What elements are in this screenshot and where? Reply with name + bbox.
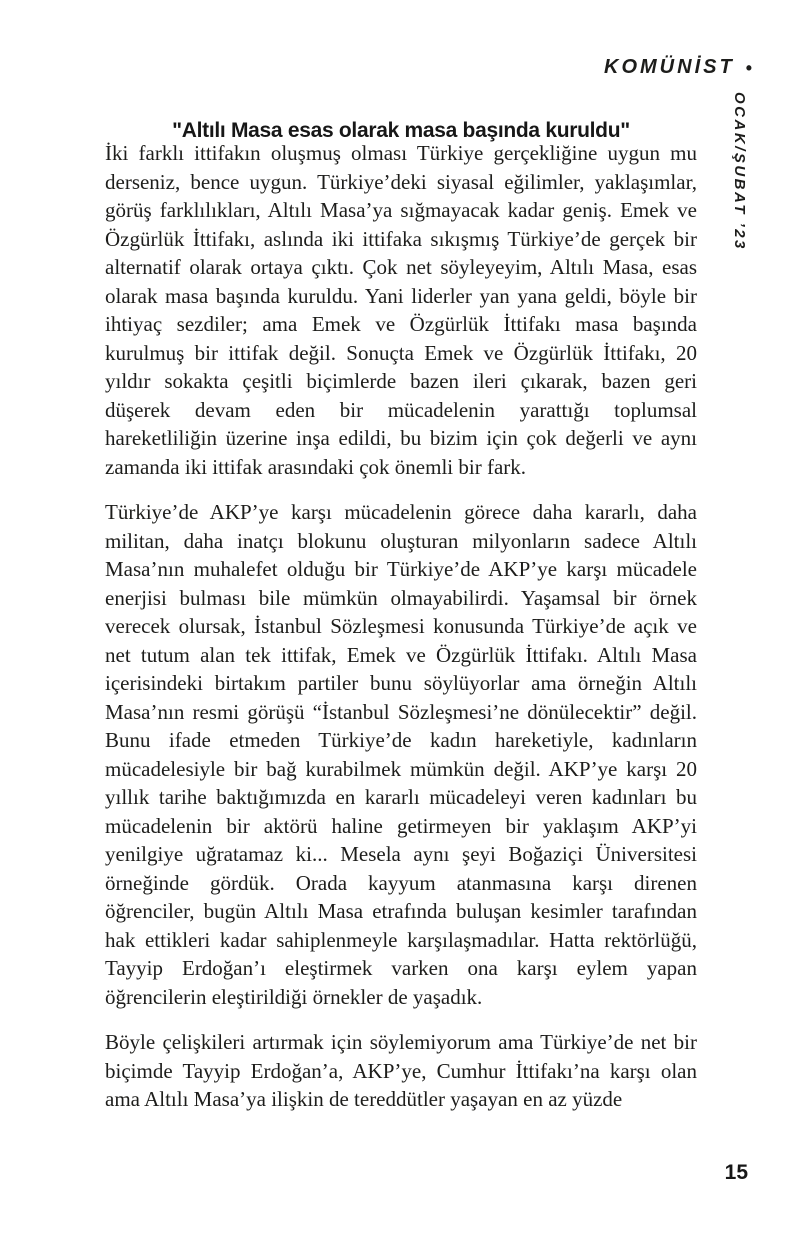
magazine-title: KOMÜNİST [604,56,735,78]
issue-date: OCAK/ŞUBAT ’23 [731,92,748,251]
masthead [604,56,752,79]
article-paragraph: Türkiye’de AKP’ye karşı mücadelenin görece daha kararlı, daha militan, daha inatçı blokunu oluşturan milyonların sadece Altılı Masa’nın muhalefet olduğu bir Türkiye’de AKP’ye karşı mücadele enerjisi bulması bile mümkün olmayabilirdi. Yaşamsal bir örnek verecek olursak, İstanbul Sözleşmesi konusunda Türkiye’de açık ve net tutum alan tek ittifak, Emek ve Özgürlük İttifakı. Altılı Masa içerisindeki birtakım partiler bunu söylüyorlar ama örneğin Altılı Masa’nın resmi görüşü “İstanbul Sözleşmesi’ne dönülecektir” değil. Bunu ifade etmeden Türkiye’de kadın hareketiyle, kadınların mücadelesiyle bir bağ kurabilmek mümkün değil. AKP’ye karşı 20 yıllık tarihe baktığımızda en kararlı mücadeleyi veren kadınları bu mücadelenin bir aktörü haline getirmeyen bir yaklaşım AKP’yi yenilgiye uğratamaz ki... Mesela aynı şeyi Boğaziçi Üniversitesi örneğinde gördük. Orada kayyum atanmasına karşı direnen öğrenciler, bugün Altılı Masa etrafında buluşan kesimler tarafından hak ettikleri kadar sahiplenmeyle karşılaşmadılar. Hatta rektörlüğü, Tayyip Erdoğan’ı eleştirmek varken ona karşı eylem yapan öğrencilerin eleştirildiği örnekler de yaşadık. [105,500,697,1009]
article-paragraph: İki farklı ittifakın oluşmuş olması Türkiye gerçekliğine uygun mu derseniz, bence uygun. Türkiye’deki siyasal eğilimler, yaklaşımlar, görüş farklılıkları, Altılı Masa’ya sığmayacak kadar geniş. Emek ve Özgürlük İttifakı, aslında iki ittifaka sıkışmış Türkiye’de gerçek bir alternatif olarak ortaya çıktı. Çok net söyleyeyim, Altılı Masa, esas olarak masa başında kuruldu. Yani liderler yan yana geldi, böyle bir ihtiyaç sezdiler; ama Emek ve Özgürlük İttifakı masa başında kurulmuş bir ittifak değil. Sonuçta Emek ve Özgürlük İttifakı, 20 yıldır sokakta çeşitli biçimlerde bazen ileri çıkarak, bazen geri düşerek devam eden bir mücadelenin yarattığı toplumsal hareketliliğin üzerine inşa edildi, bu bizim için çok değerli ve aynı zamanda iki ittifak arasındaki çok önemli bir fark. [105,141,697,479]
article-body [105,139,697,1131]
article-paragraph: Böyle çelişkileri artırmak için söylemiyorum ama Türkiye’de net bir biçimde Tayyip Erdoğan’a, AKP’ye, Cumhur İttifakı’na karşı olan ama Altılı Masa’ya ilişkin de tereddütler yaşayan en az yüzde [105,1030,697,1111]
article-title: "Altılı Masa esas olarak masa başında kuruldu" [172,119,630,143]
bullet-icon: • [745,57,752,78]
page-number: 15 [724,1161,748,1184]
